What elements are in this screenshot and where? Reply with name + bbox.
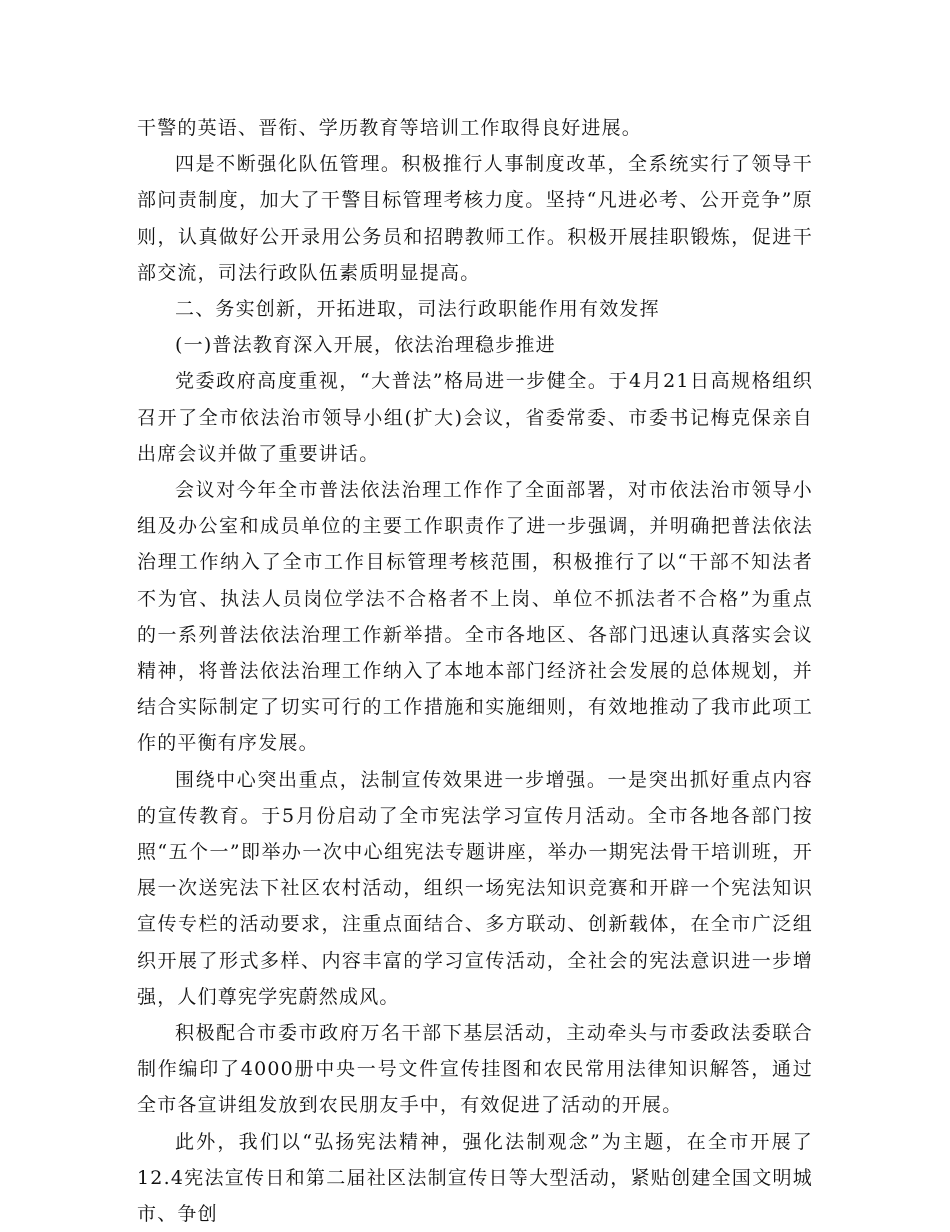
section-heading: 二、务实创新，开拓进取，司法行政职能作用有效发挥 [175, 298, 660, 321]
paragraph-publicity: 围绕中心突出重点，法制宣传效果进一步增强。一是突出抓好重点内容的宣传教育。于5月份启动了全市宪法学习宣传月活动。全市各地各部门按照“五个一”即举办一次中心组宪法专题讲座，举办一期宪法骨干培训班，开展一次送宪法下社区农村活动，组织一场宪法知识竞赛和开辟一个宪法知识宣传专栏的活动要求，注重点面结合、多方联动、创新载体，在全市广泛组织开展了形式多样、内容丰富的学习宣传活动，全社会的宪法意识进一步增强，人们尊宪学宪蔚然成风。 [137, 768, 813, 1008]
paragraph-team-management: 四是不断强化队伍管理。积极推行人事制度改革，全系统实行了领导干部问责制度，加大了干警目标管理考核力度。坚持“凡进必考、公开竞争”原则，认真做好公开录用公务员和招聘教师工作。积极开展挂职锻炼，促进干部交流，司法行政队伍素质明显提高。 [137, 153, 813, 284]
paragraph-meeting: 党委政府高度重视，“大普法”格局进一步健全。于4月21日高规格组织召开了全市依法治市领导小组(扩大)会议，省委常委、市委书记梅克保亲自出席会议并做了重要讲话。 [137, 370, 813, 465]
paragraph-deployment: 会议对今年全市普法依法治理工作作了全面部署，对市依法治市领导小组及办公室和成员单位的主要工作职责作了进一步强调，并明确把普法依法治理工作纳入了全市工作目标管理考核范围，积极推行了以“干部不知法者不为官、执法人员岗位学法不合格者不上岗、单位不抓法者不合格”为重点的一系列普法依法治理工作新举措。全市各地区、各部门迅速认真落实会议精神，将普法依法治理工作纳入了本地本部门经济社会发展的总体规划，并结合实际制定了切实可行的工作措施和实施细则，有效地推动了我市此项工作的平衡有序发展。 [137, 479, 813, 755]
paragraph-continuation: 干警的英语、晋衔、学历教育等培训工作取得良好进展。 [137, 117, 643, 139]
paragraph-constitution-day: 此外，我们以“弘扬宪法精神，强化法制观念”为主题，在全市开展了12.4宪法宣传日和第二届社区法制宣传日等大型活动，紧贴创建全国文明城市、争创 [137, 1130, 813, 1226]
paragraph-grassroots: 积极配合市委市政府万名干部下基层活动，主动牵头与市委政法委联合制作编印了4000册中央一号文件宣传挂图和农民常用法律知识解答，通过全市各宣讲组发放到农民朋友手中，有效促进了活动的开展。 [137, 1022, 813, 1117]
subsection-heading: (一)普法教育深入开展，依法治理稳步推进 [175, 334, 556, 357]
